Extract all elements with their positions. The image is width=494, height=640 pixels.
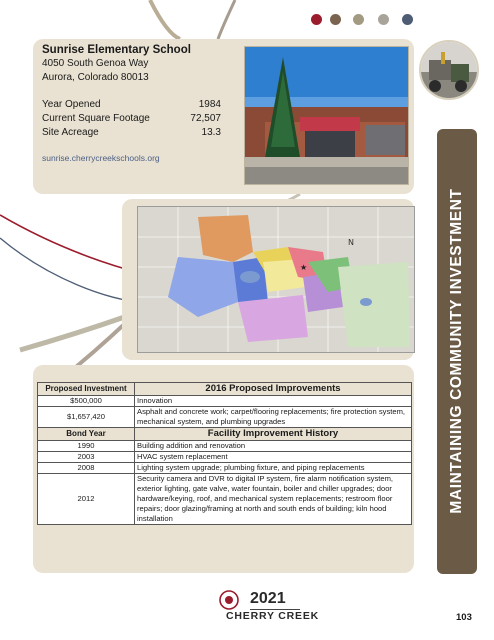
table-header-row: [38, 383, 412, 396]
school-website-link[interactable]: sunrise.cherrycreekschools.org: [42, 153, 160, 163]
stat-label-square-footage: Current Square Footage: [42, 113, 150, 124]
proposed-investment-header: Proposed Investment: [38, 383, 135, 396]
stat-value-site-acreage: 13.3: [201, 127, 221, 138]
address-line-1: 4050 South Genoa Way: [42, 58, 149, 69]
header-dot-2: [330, 14, 341, 25]
svg-text:N: N: [348, 238, 354, 247]
bond-year: 2008: [38, 463, 135, 474]
bond-year: 2003: [38, 452, 135, 463]
table-row: [38, 396, 412, 407]
header-dot-5: [402, 14, 413, 25]
table-row: [38, 474, 412, 525]
table-row: [38, 452, 412, 463]
table-row: [38, 463, 412, 474]
page-number: 103: [456, 612, 472, 623]
history-description: Security camera and DVR to digital IP system, fire alarm notification system, exterior lighting, gate valve, water fountain, boiler and chiller upgrades; door hardware/keying, roof, and mechanical system replacements; restroom floor repairs; door glazing/framing at north and south ends of building; kiln hood installation: [135, 474, 412, 525]
proposed-improvements-header: 2016 Proposed Improvements: [135, 383, 412, 396]
investment-description: Innovation: [135, 396, 412, 407]
header-dot-4: [378, 14, 389, 25]
bond-year: 1990: [38, 441, 135, 452]
header-dot-1: [311, 14, 322, 25]
investment-table: [37, 382, 412, 525]
logo-name: CHERRY CREEK: [226, 610, 320, 622]
stat-label-year-opened: Year Opened: [42, 99, 101, 110]
construction-round-photo: [419, 40, 479, 100]
school-building-photo: [244, 46, 409, 185]
district-boundary-map: [137, 206, 415, 353]
table-row: [38, 407, 412, 428]
bond-year-header: Bond Year: [38, 428, 135, 441]
investment-amount: $500,000: [38, 396, 135, 407]
investment-amount: $1,657,420: [38, 407, 135, 428]
address-line-2: Aurora, Colorado 80013: [42, 72, 149, 83]
stat-value-year-opened: 1984: [198, 99, 221, 110]
side-title-band: [437, 129, 477, 574]
side-title: MAINTAINING COMMUNITY INVESTMENT: [448, 188, 465, 514]
history-description: HVAC system replacement: [135, 452, 412, 463]
logo-year: 2021: [250, 590, 286, 607]
stat-label-site-acreage: Site Acreage: [42, 127, 99, 138]
history-description: Lighting system upgrade; plumbing fixture, and piping replacements: [135, 463, 412, 474]
header-dot-3: [353, 14, 364, 25]
table-row: [38, 441, 412, 452]
svg-text:★: ★: [300, 263, 308, 272]
school-name: Sunrise Elementary School: [42, 44, 191, 56]
table-header-row: [38, 428, 412, 441]
bond-year: 2012: [38, 474, 135, 525]
facility-history-header: Facility Improvement History: [135, 428, 412, 441]
history-description: Building addition and renovation: [135, 441, 412, 452]
investment-description: Asphalt and concrete work; carpet/flooring replacements; fire protection system, mechanical system, and plumbing upgrades: [135, 407, 412, 428]
stat-value-square-footage: 72,507: [190, 113, 221, 124]
